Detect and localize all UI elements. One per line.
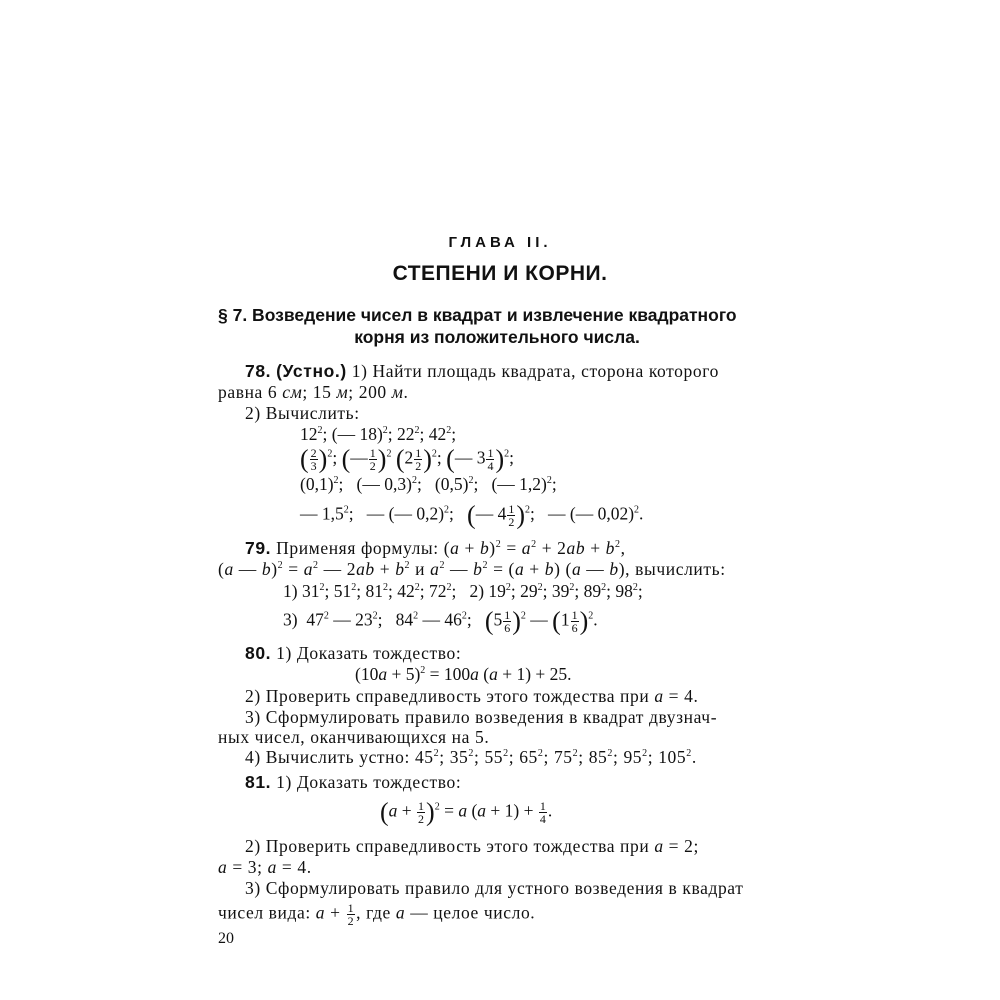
problem-number: 81. [245,772,272,792]
problem-80-t3b: ных чисел, оканчивающихся на 5. [218,727,490,747]
problem-81-identity: (a + $\frac{1}{2}$ )$^2$ = a (a + 1) + $\frac{1}{4}$ . [380,797,553,827]
problem-78-task2: 2) Вычислить: [245,403,360,423]
problem-78-expr4: — $1,5^2$; — (— 0,2)$^2$; (— 4 $\frac{1}{2}$ )$^2$; — (— 0,02)$^2$. [300,500,644,530]
problem-79-line2: (a — $b)^2 = a^2$ — $2ab + b^2$ и $a^2$ — $b^2 = (a + b)$ (a — b), вычислить: [218,559,726,579]
problem-80-t3a: 3) Сформулировать правило возведения в квадрат двузнач- [245,707,718,727]
problem-81-t3b: чисел вида: a + $\frac{1}{2}$ , где a — целое число. [218,901,536,928]
problem-note: (Устно.) [276,361,347,381]
problem-number: 79. [245,538,272,558]
problem-80-t4: 4) Вычислить устно: $45^2$; $35^2$; $55^2$; $65^2$; $75^2$; $85^2$; $95^2$; $105^2$. [245,747,697,767]
problem-81-t2: 2) Проверить справедливость этого тождества при a = 2; [245,836,699,856]
problem-81-t3a: 3) Сформулировать правило для устного возведения в квадрат [245,878,744,898]
section-heading-line1: § 7. Возведение чисел в квадрат и извлечение квадратного [218,305,737,325]
problem-80-line1: 80. 1) Доказать тождество: [245,643,462,663]
page-number: 20 [218,930,234,947]
chapter-label: ГЛАВА II. [448,234,552,251]
problem-78-line1 [245,361,719,381]
problem-78-expr2: ( $\frac{2}{3}$ )$^2$; (— $\frac{1}{2}$ )$^2$ (2 $\frac{1}{2}$ )$^2$; (— 3 $\frac{1}{4}$ )$^2$; [300,444,514,474]
problem-number: 80. [245,643,272,663]
problem-79-expr2: 3) $47^2$ — $23^2$; $84^2$ — $46^2$; (5 $\frac{1}{6}$ )$^2$ — (1 $\frac{1}{6}$ )$^2$. [283,606,598,636]
problem-79-line1: 79. Применяя формулы: $(a + b)^2 = a^2 + 2ab + b^2$, [245,538,626,558]
problem-80-t2: 2) Проверить справедливость этого тождества при a = 4. [245,686,699,706]
problem-80-identity: $(10a + 5)^2 = 100a$ (a + 1) + 25. [355,664,572,684]
chapter-title: СТЕПЕНИ И КОРНИ. [392,262,608,285]
problem-text: 1) Найти площадь квадрата, сторона которого [351,361,719,381]
problem-number: 78. [245,361,272,381]
problem-79-expr1: 1) $31^2$; $51^2$; $81^2$; $42^2$; $72^2$; 2) $19^2$; $29^2$; $39^2$; $89^2$; $98^2$; [283,581,643,601]
problem-81-line1: 81. 1) Доказать тождество: [245,772,462,792]
problem-78-expr3: $(0,1)^2$; (— 0,3)$^2$; $(0,5)^2$; (— 1,2)$^2$; [300,474,557,494]
problem-78-expr1: $12^2$; (— 18)$^2$; $22^2$; $42^2$; [300,424,457,444]
section-heading-line2: корня из положительного числа. [354,327,640,347]
problem-81-t2b: a = 3; a = 4. [218,857,312,877]
problem-78-line2: равна 6 см; 15 м; 200 м. [218,382,409,402]
